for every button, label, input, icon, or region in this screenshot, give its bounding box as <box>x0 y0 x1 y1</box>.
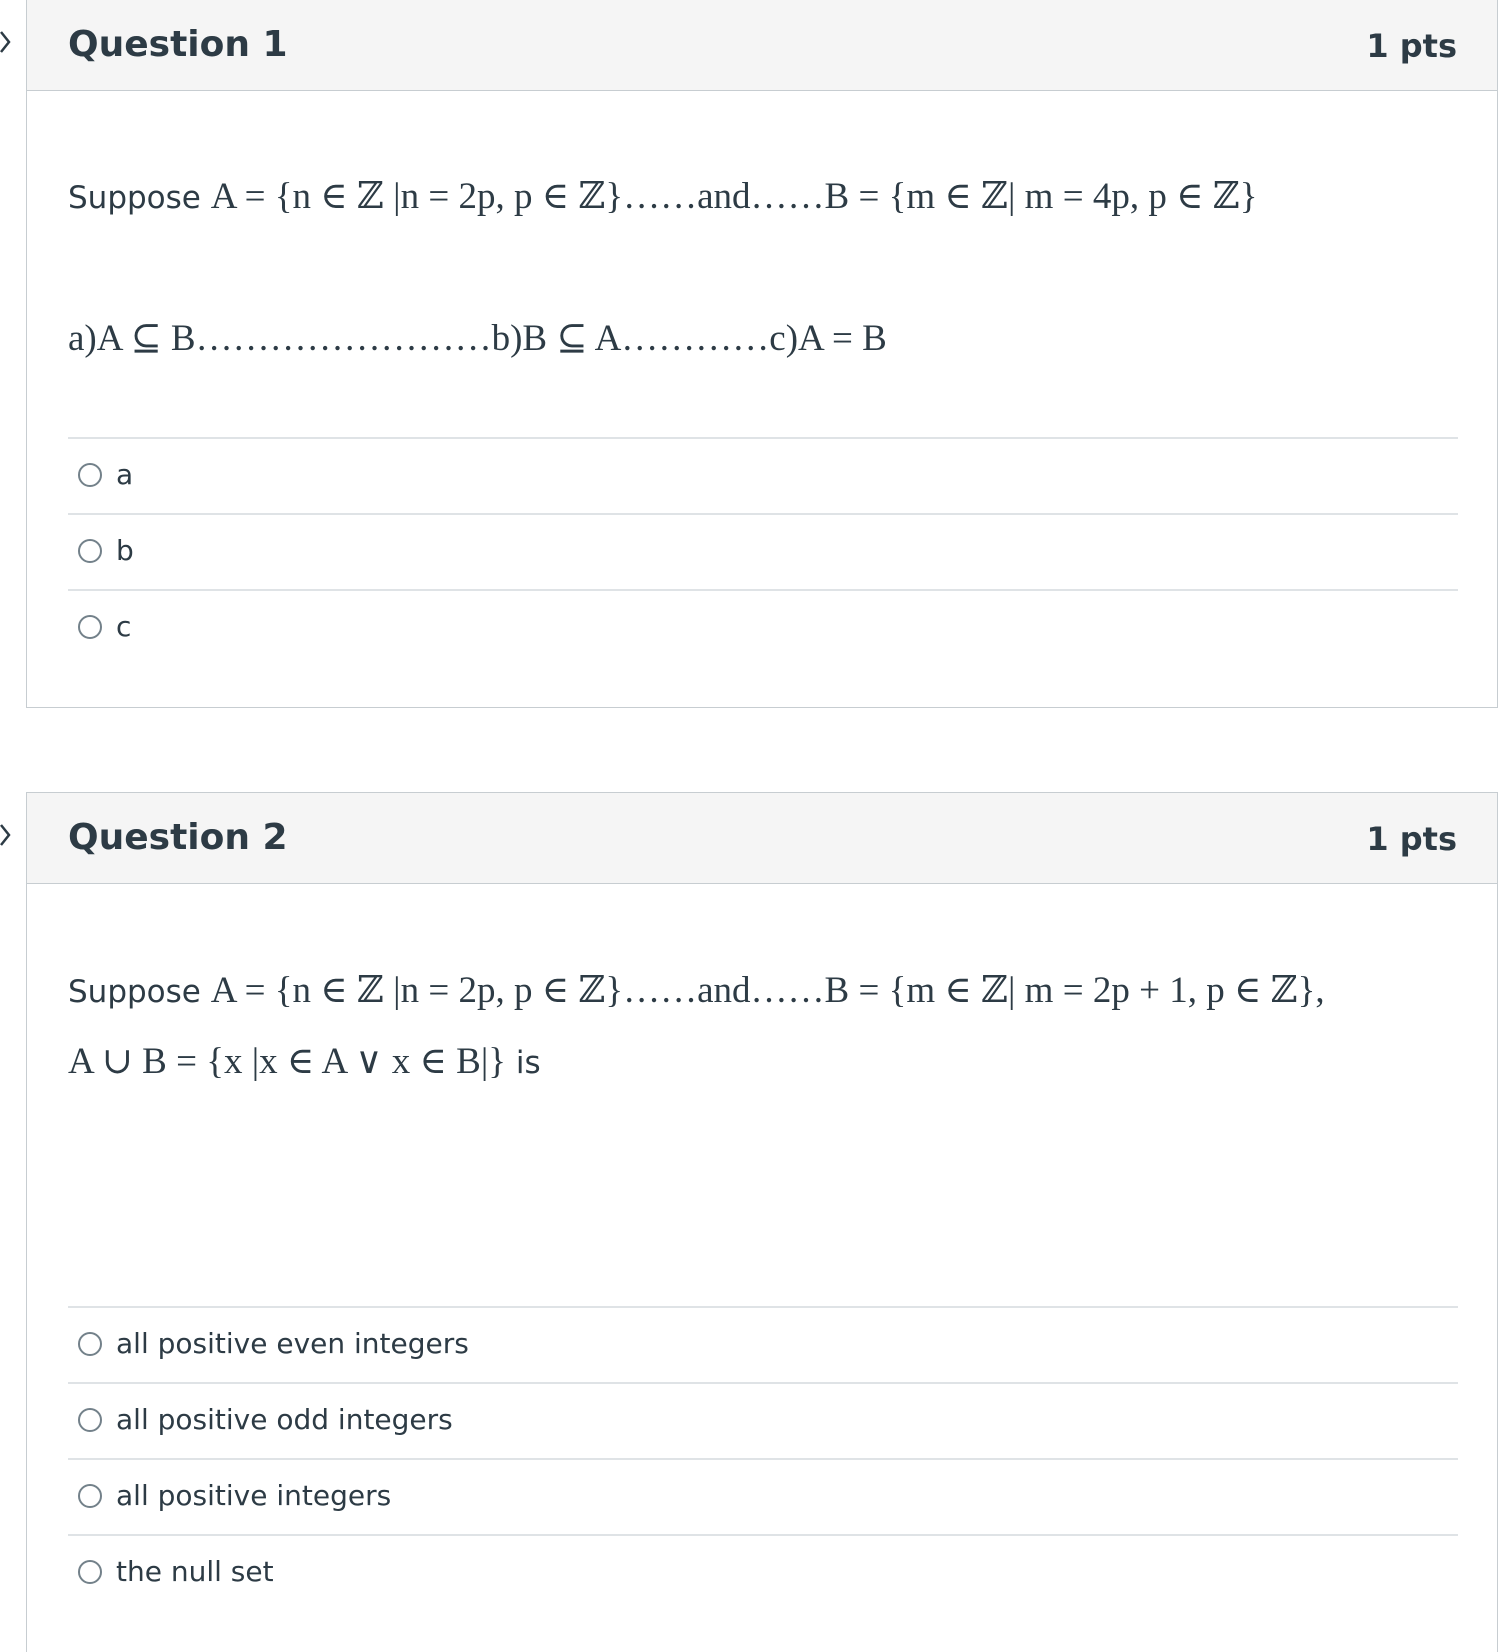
radio-button[interactable] <box>78 1560 102 1584</box>
options-math: a)A ⊆ B……………………b)B ⊆ A…………c)A = B <box>68 318 887 359</box>
prompt-prefix: Suppose <box>68 974 201 1010</box>
flag-question-icon[interactable] <box>0 30 12 54</box>
question-prompt <box>68 174 1457 218</box>
question-title: Question 2 <box>68 817 288 858</box>
answer-label[interactable]: c <box>116 610 132 643</box>
answer-label[interactable]: all positive odd integers <box>116 1403 453 1436</box>
radio-button[interactable] <box>78 615 102 639</box>
radio-button[interactable] <box>78 1332 102 1356</box>
question-header <box>27 0 1497 91</box>
answer-option[interactable] <box>68 591 1458 665</box>
question-prompt-line2 <box>68 1039 1457 1083</box>
prompt-math: A = {n ∈ ℤ |n = 2p, p ∈ ℤ}……and……B = {m ∈ ℤ| m = 4p, p ∈ ℤ} <box>210 176 1258 217</box>
answer-label[interactable]: a <box>116 458 134 491</box>
answer-option[interactable] <box>68 515 1458 589</box>
question-points: 1 pts <box>1366 820 1457 858</box>
prompt-math: A = {n ∈ ℤ |n = 2p, p ∈ ℤ}……and……B = {m ∈ ℤ| m = 2p + 1, p ∈ ℤ}, <box>210 970 1325 1011</box>
prompt-line2-suffix: is <box>515 1045 541 1081</box>
answer-label[interactable]: b <box>116 534 134 567</box>
answer-label[interactable]: all positive integers <box>116 1479 392 1512</box>
radio-button[interactable] <box>78 539 102 563</box>
prompt-prefix: Suppose <box>68 180 201 216</box>
question-options-text <box>68 316 1457 360</box>
question-title: Question 1 <box>68 24 288 65</box>
question-prompt <box>68 968 1457 1012</box>
answer-label[interactable]: all positive even integers <box>116 1327 469 1360</box>
answer-option[interactable] <box>68 1460 1458 1534</box>
radio-button[interactable] <box>78 1484 102 1508</box>
radio-button[interactable] <box>78 1408 102 1432</box>
question-card <box>26 0 1498 708</box>
answer-option[interactable] <box>68 1384 1458 1458</box>
question-card <box>26 792 1498 1652</box>
answer-label[interactable]: the null set <box>116 1555 274 1588</box>
answer-option[interactable] <box>68 1308 1458 1382</box>
answer-option[interactable] <box>68 439 1458 513</box>
radio-button[interactable] <box>78 463 102 487</box>
question-header <box>27 793 1497 884</box>
answer-option[interactable] <box>68 1536 1458 1610</box>
prompt-line2-math: A ∪ B = {x |x ∈ A ∨ x ∈ B|} <box>68 1041 506 1082</box>
flag-question-icon[interactable] <box>0 823 12 847</box>
question-points: 1 pts <box>1366 27 1457 65</box>
